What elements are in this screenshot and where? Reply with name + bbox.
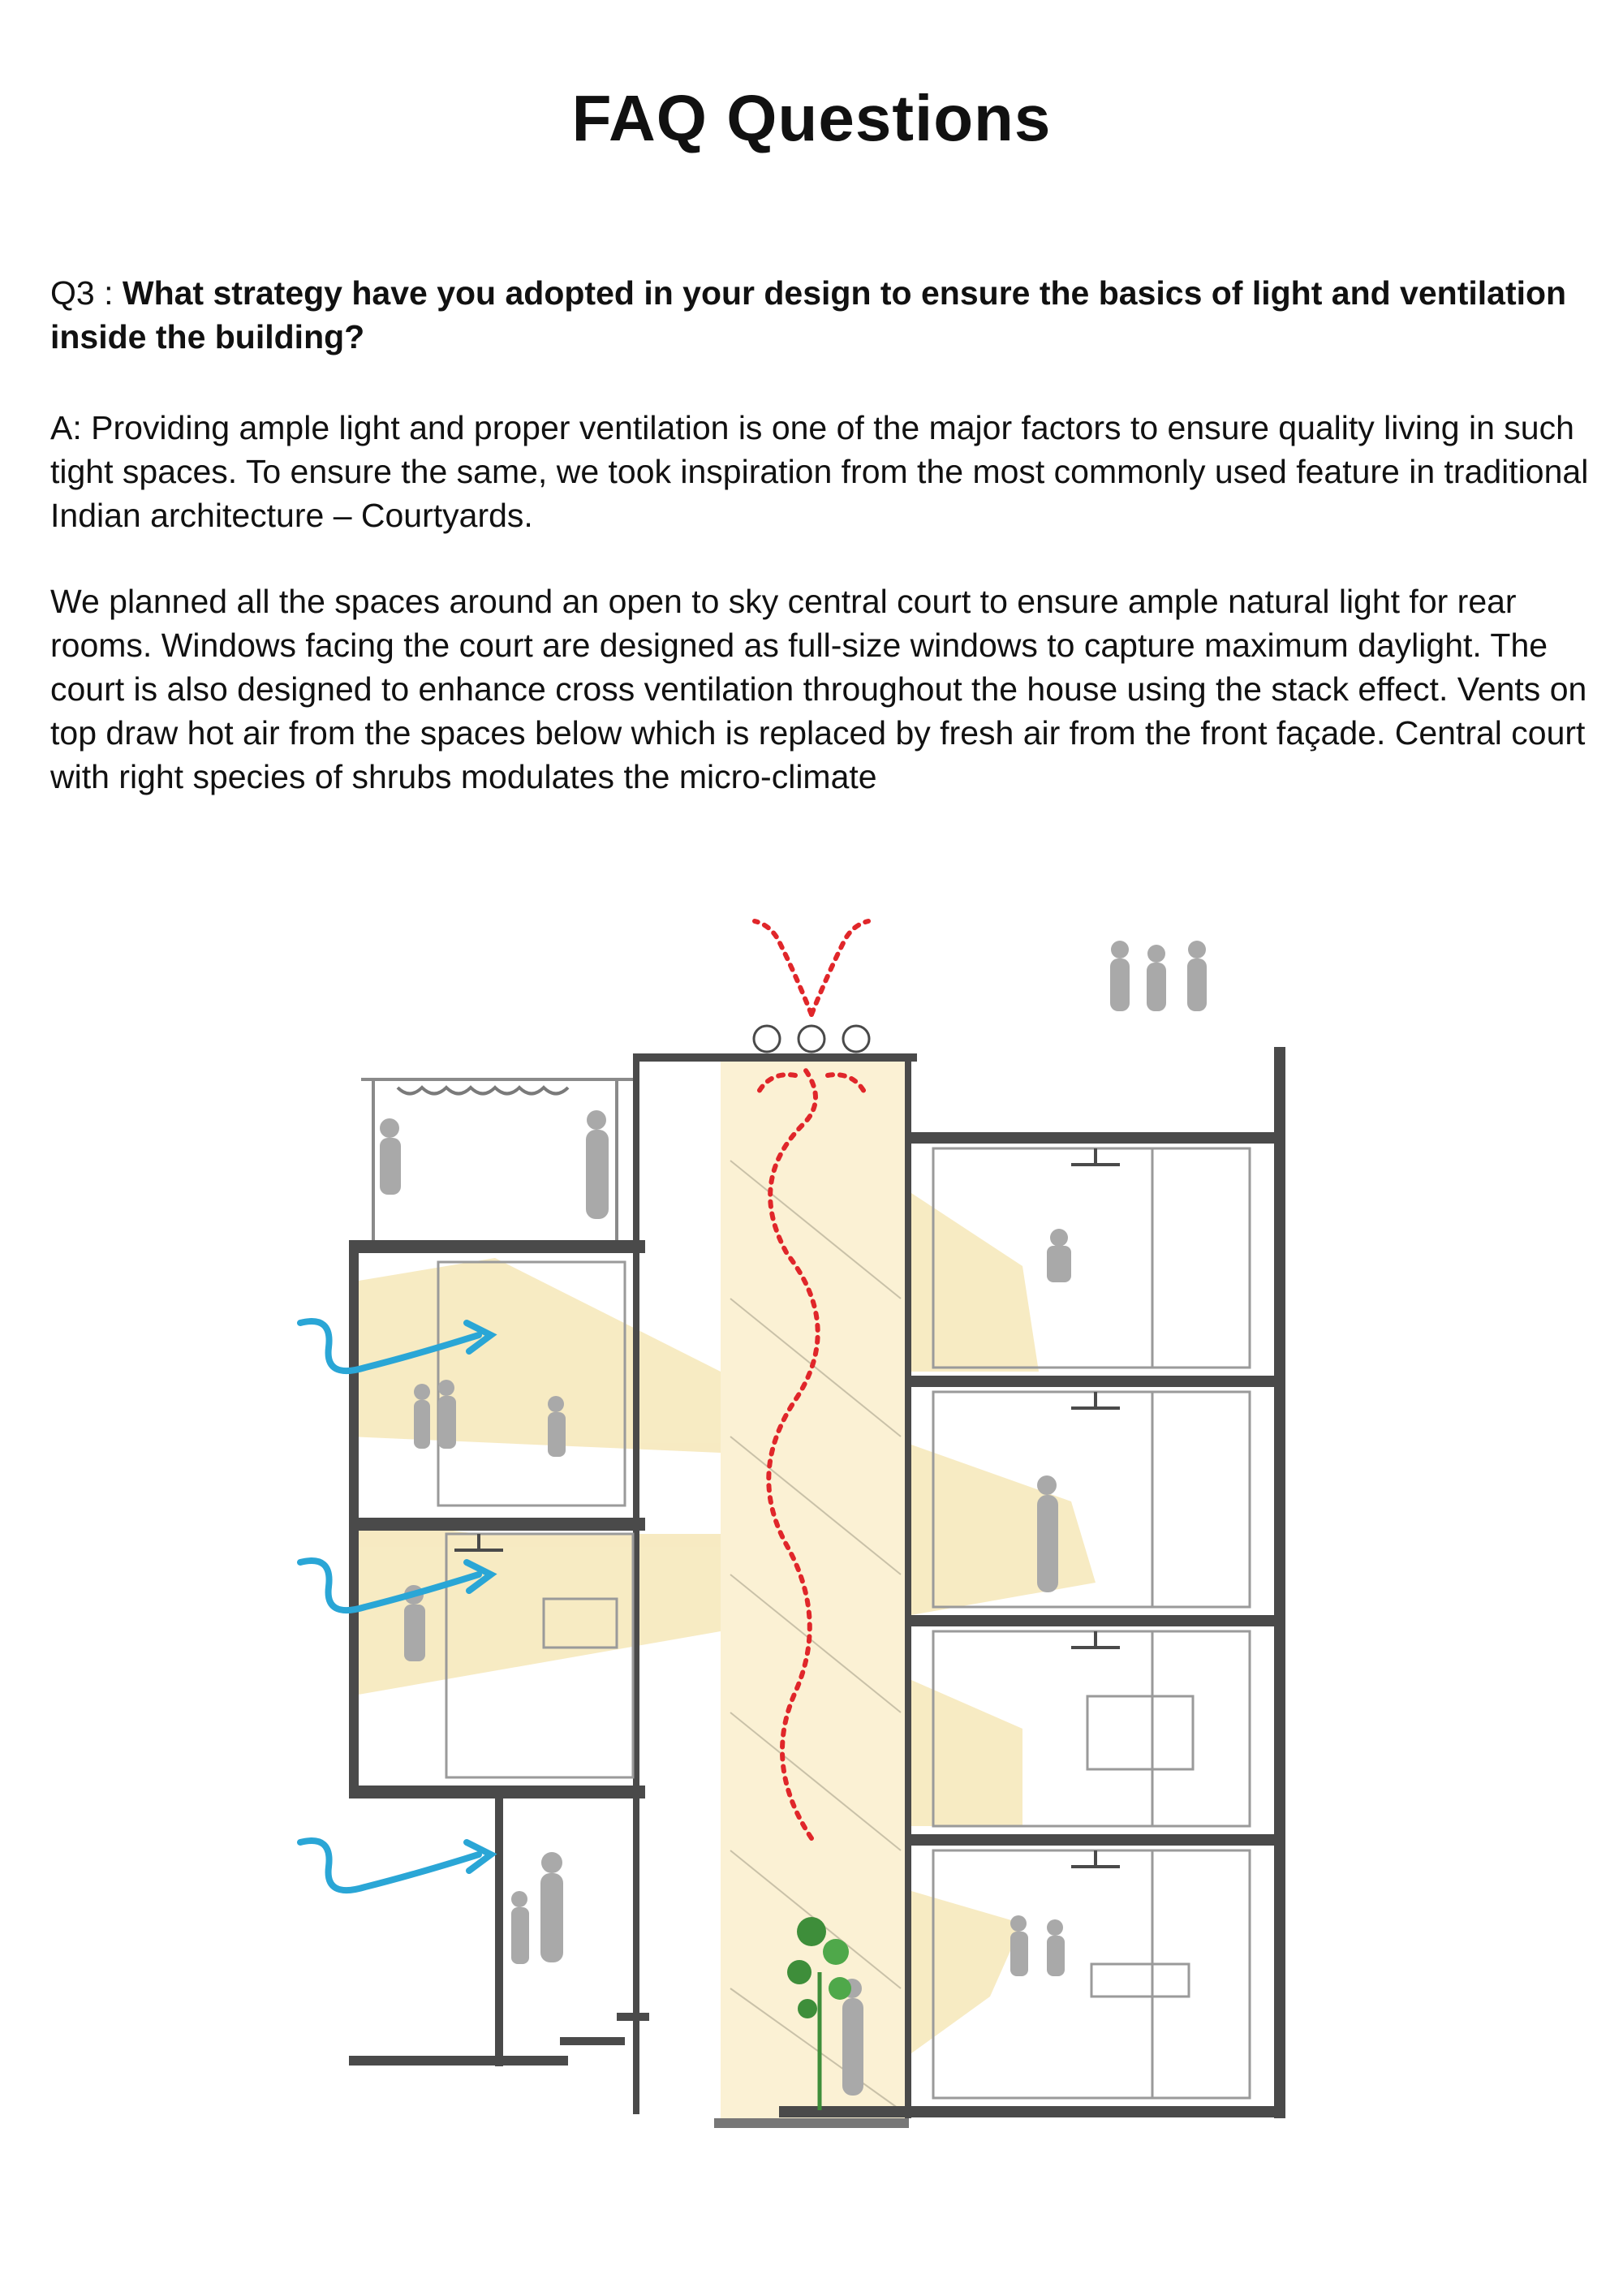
answer-paragraph-1: A: Providing ample light and proper ventilation is one of the major factors to ensure quality living in such tight spaces. To ensure the same, we took inspiration from the most commonly used feature in traditional Indian architecture – Courtyards. — [50, 409, 1589, 534]
question-text: What strategy have you adopted in your design to ensure the basics of light and ventilation inside the building? — [50, 274, 1567, 355]
question-number: Q3 : — [50, 274, 123, 312]
answer-paragraph-2: We planned all the spaces around an open to sky central court to ensure ample natural light for rear rooms. Windows facing the court are designed as full-size windows to capture maximum daylight. The court is also designed to enhance cross ventilation throughout the house using the stack effect. Vents on top draw hot air from the spaces below which is replaced by fresh air from the front façade. Central court with right species of shrubs modulates the micro-climate — [50, 583, 1587, 795]
central-court — [721, 1055, 911, 2118]
building-section-diagram — [292, 917, 1339, 2151]
roof-vent-icon — [754, 1026, 869, 1052]
question — [50, 271, 1592, 359]
page-title: FAQ Questions — [571, 82, 1052, 154]
